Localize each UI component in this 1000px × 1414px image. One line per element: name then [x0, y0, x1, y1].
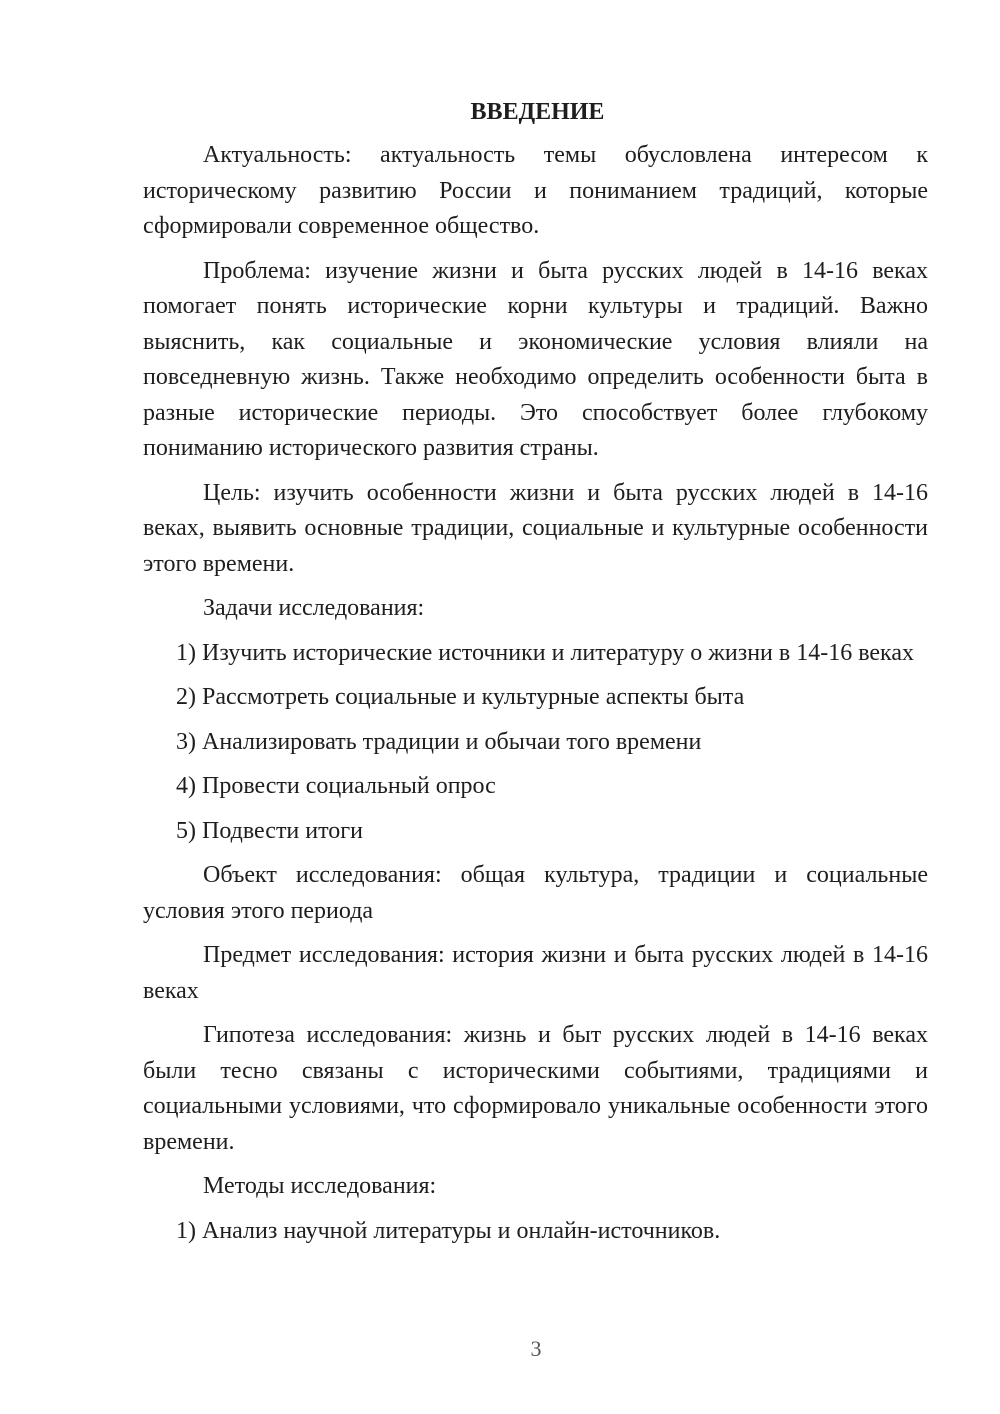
- hypothesis-paragraph: Гипотеза исследования: жизнь и быт русских людей в 14-16 веках были тесно связаны с историческими событиями, традициями и социальными условиями, что сформировало уникальные особенности этого времени.: [143, 1022, 928, 1155]
- tasks-heading: Задачи исследования:: [203, 595, 425, 621]
- problem-paragraph: Проблема: изучение жизни и быта русских людей в 14-16 веках помогает понять исторические корни культуры и традиций. Важно выяснить, как социальные и экономические условия влияли на повседневную жизнь. Также необходимо определить особенности быта в разные исторические периоды. Это способствует более глубокому пониманию исторического развития страны.: [143, 257, 928, 461]
- subject-paragraph: Предмет исследования: история жизни и быта русских людей в 14-16 веках: [143, 942, 928, 1004]
- section-title: ВВЕДЕНИЕ: [470, 99, 605, 125]
- relevance-paragraph: Актуальность: актуальность темы обусловлена интересом к историческому развитию России и пониманием традиций, которые сформировали современное общество.: [143, 142, 928, 239]
- methods-heading: Методы исследования:: [203, 1173, 437, 1199]
- task-item: 3) Анализировать традиции и обычаи того времени: [176, 728, 702, 755]
- page-number: 3: [530, 1336, 542, 1361]
- object-paragraph: Объект исследования: общая культура, традиции и социальные условия этого периода: [143, 862, 928, 924]
- goal-paragraph: Цель: изучить особенности жизни и быта русских людей в 14-16 веках, выявить основные традиции, социальные и культурные особенности этого времени.: [143, 479, 928, 577]
- task-item: 1) Изучить исторические источники и литературу о жизни в 14-16 веках: [176, 639, 914, 666]
- task-item: 4) Провести социальный опрос: [176, 773, 496, 799]
- method-item: 1) Анализ научной литературы и онлайн-источников.: [176, 1217, 721, 1244]
- task-item: 5) Подвести итоги: [176, 817, 363, 844]
- task-item: 2) Рассмотреть социальные и культурные аспекты быта: [176, 684, 745, 710]
- document-page: [143, 96, 928, 1258]
